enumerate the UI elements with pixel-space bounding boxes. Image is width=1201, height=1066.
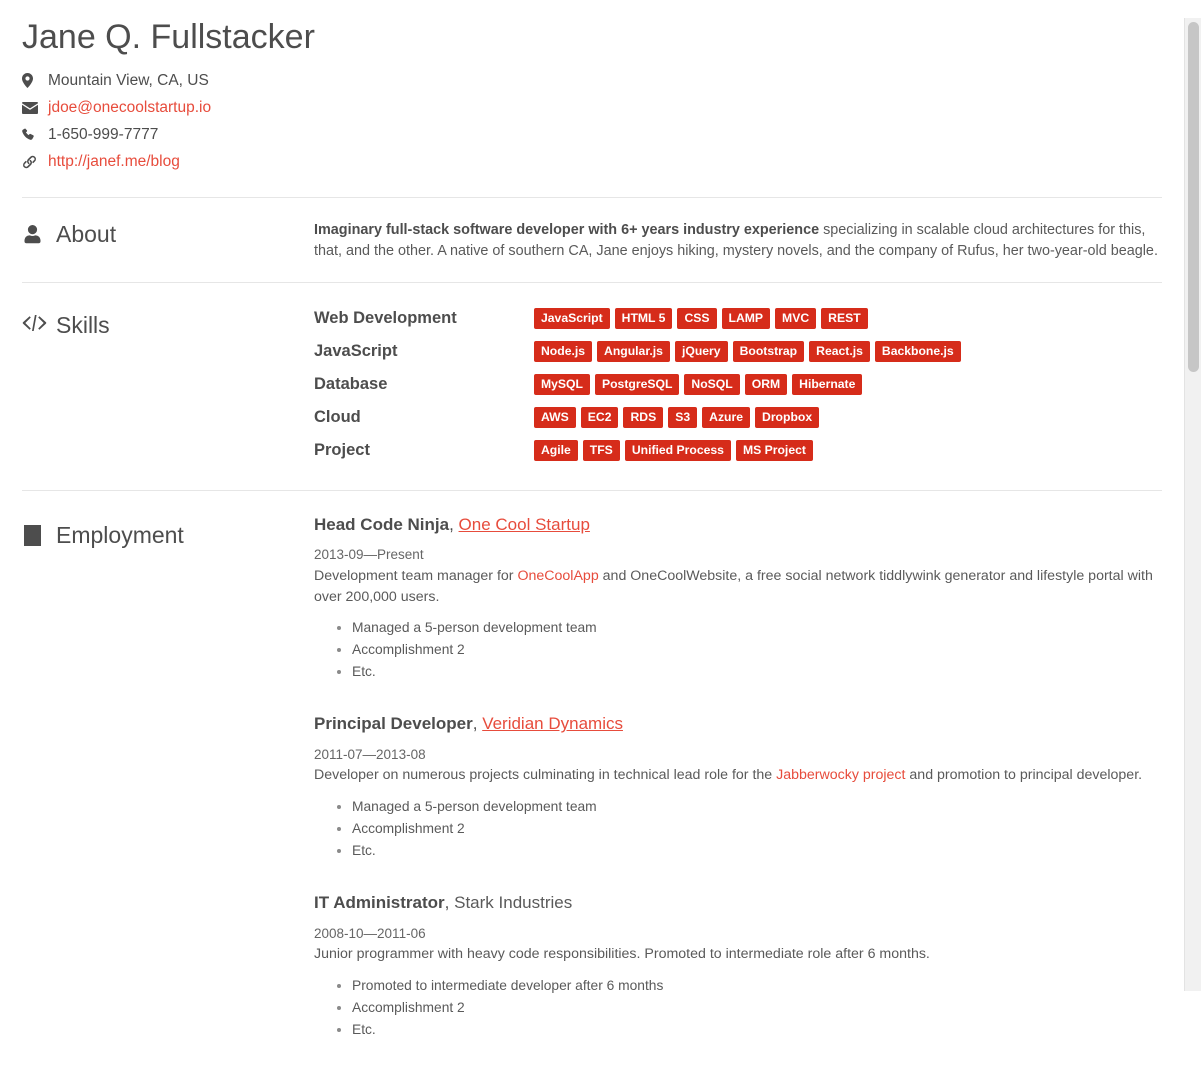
job-separator: , xyxy=(444,892,455,912)
skill-tag: EC2 xyxy=(581,407,619,428)
skill-tag: RDS xyxy=(623,407,663,428)
contact-phone-text: 1-650-999-7777 xyxy=(48,125,159,143)
job-description-link[interactable]: OneCoolApp xyxy=(517,567,599,584)
job-entry xyxy=(314,513,1162,682)
section-skills xyxy=(22,283,1162,490)
job-description-pre: Development team manager for xyxy=(314,567,518,584)
page-scrollbar[interactable] xyxy=(1184,18,1201,991)
job-bullet: • Accomplishment 2 xyxy=(352,998,1162,1018)
job-bullet: • Etc. xyxy=(352,1020,1162,1040)
section-skills-title: Skills xyxy=(56,311,110,338)
skill-tag-group xyxy=(534,371,862,395)
job-role: Head Code Ninja xyxy=(314,514,450,534)
link-icon xyxy=(22,155,48,169)
skill-tag: Backbone.js xyxy=(875,341,961,362)
skill-tag: PostgreSQL xyxy=(595,374,679,395)
contact-email xyxy=(22,94,1162,121)
skill-tag: AWS xyxy=(534,407,576,428)
section-skills-header xyxy=(22,305,314,470)
job-description-post: and promotion to principal developer. xyxy=(905,767,1143,784)
job-role: IT Administrator xyxy=(314,892,445,912)
job-separator: , xyxy=(472,714,483,734)
skill-tag: Dropbox xyxy=(755,407,819,428)
job-entry xyxy=(314,891,1162,1040)
job-dates: 2013-09—Present xyxy=(314,547,424,563)
skill-tag: MVC xyxy=(775,308,816,329)
map-pin-icon xyxy=(22,73,48,88)
skill-tag-group xyxy=(534,404,819,428)
contact-website xyxy=(22,148,1162,175)
skill-tag: NoSQL xyxy=(684,374,739,395)
skill-tag: LAMP xyxy=(722,308,771,329)
job-dates: 2011-07—2013-08 xyxy=(314,746,426,762)
skill-category-label: Web Development xyxy=(314,308,457,327)
job-title xyxy=(314,513,1162,538)
skill-row xyxy=(314,338,1162,365)
skill-tag: REST xyxy=(821,308,868,329)
skill-tag: Azure xyxy=(702,407,750,428)
section-about-title: About xyxy=(56,221,117,247)
skill-tag-group xyxy=(534,437,813,461)
skill-row xyxy=(314,404,1162,431)
contact-location-text: Mountain View, CA, US xyxy=(48,71,209,89)
job-bullets xyxy=(314,618,1162,682)
job-bullet: • Etc. xyxy=(352,662,1162,682)
about-lead: Imaginary full-stack software developer with 6+ years industry experience xyxy=(314,222,820,238)
person-icon xyxy=(22,222,56,245)
website-link[interactable]: http://janef.me/blog xyxy=(48,152,180,170)
job-role: Principal Developer xyxy=(314,714,473,734)
job-organization-link[interactable]: Veridian Dynamics xyxy=(482,714,623,734)
building-icon xyxy=(22,523,56,546)
skill-tag-group xyxy=(534,305,868,329)
job-organization: Stark Industries xyxy=(454,892,573,912)
about-text xyxy=(314,220,1162,262)
section-employment-title: Employment xyxy=(56,521,184,548)
job-bullet: • Promoted to intermediate developer after 6 months xyxy=(352,976,1162,996)
skill-tag: Angular.js xyxy=(597,341,670,362)
job-bullet: • Managed a 5-person development team xyxy=(352,618,1162,638)
job-description-link[interactable]: Jabberwocky project xyxy=(776,767,906,784)
job-description xyxy=(314,765,1162,786)
scrollbar-thumb[interactable] xyxy=(1188,22,1199,372)
about-rest: specializing in scalable cloud architectures for this, that, and the other. A native of southern CA, Jane enjoys hiking, mystery novels, and the company of Rufus, her two-year-old beagle. xyxy=(314,222,1158,259)
job-description-pre: Developer on numerous projects culminating in technical lead role for the xyxy=(314,767,777,784)
job-description xyxy=(314,944,1162,965)
skill-tag: MS Project xyxy=(736,440,813,461)
skill-tag: Agile xyxy=(534,440,578,461)
skill-tag: Unified Process xyxy=(625,440,731,461)
skill-tag: jQuery xyxy=(675,341,728,362)
envelope-icon xyxy=(22,102,48,114)
employment-body xyxy=(314,513,1162,1046)
skill-category-label: JavaScript xyxy=(314,341,398,360)
skill-tag: ORM xyxy=(745,374,787,395)
job-separator: , xyxy=(449,514,459,534)
job-description-pre: Junior programmer with heavy code responsibilities. Promoted to intermediate role after 6 months. xyxy=(314,946,930,963)
job-bullet: • Accomplishment 2 xyxy=(352,819,1162,839)
skill-tag: CSS xyxy=(677,308,716,329)
section-employment-header xyxy=(22,513,314,1046)
skill-row xyxy=(314,437,1162,464)
skill-tag: React.js xyxy=(809,341,870,362)
skill-tag: MySQL xyxy=(534,374,590,395)
skill-category-label: Cloud xyxy=(314,407,361,426)
skill-category-label: Database xyxy=(314,374,388,393)
skill-tag: Bootstrap xyxy=(733,341,805,362)
resume-content xyxy=(0,18,1184,1066)
job-bullet: • Etc. xyxy=(352,841,1162,861)
section-employment xyxy=(22,491,1162,1066)
skill-tag: HTML 5 xyxy=(615,308,673,329)
job-entry xyxy=(314,712,1162,861)
job-description xyxy=(314,566,1162,607)
skill-tag: Hibernate xyxy=(792,374,862,395)
job-description-post: and OneCoolWebsite, a free social network tiddlywink generator and lifestyle portal with over 200,000 users. xyxy=(314,567,1153,605)
contact-phone xyxy=(22,121,1162,148)
skills-body xyxy=(314,305,1162,470)
page-title: Jane Q. Fullstacker xyxy=(22,18,315,56)
code-icon xyxy=(22,313,56,331)
job-bullets xyxy=(314,976,1162,1040)
section-about xyxy=(22,198,1162,282)
skill-tag: TFS xyxy=(583,440,620,461)
skills-grid xyxy=(314,305,1162,464)
job-bullet: • Managed a 5-person development team xyxy=(352,797,1162,817)
job-bullets xyxy=(314,797,1162,861)
contact-list xyxy=(22,67,1162,175)
skill-row xyxy=(314,371,1162,398)
skill-tag: S3 xyxy=(668,407,697,428)
skill-tag: Node.js xyxy=(534,341,592,362)
job-bullet: • Accomplishment 2 xyxy=(352,640,1162,660)
resume-page xyxy=(0,18,1201,1037)
contact-location xyxy=(22,67,1162,94)
section-about-header xyxy=(22,220,314,262)
skill-tag: JavaScript xyxy=(534,308,610,329)
job-organization-link[interactable]: One Cool Startup xyxy=(458,514,590,534)
job-title xyxy=(314,891,1162,916)
phone-icon xyxy=(22,128,48,142)
skill-category-label: Project xyxy=(314,440,370,459)
skill-row xyxy=(314,305,1162,332)
skill-tag-group xyxy=(534,338,961,362)
email-link[interactable]: jdoe@onecoolstartup.io xyxy=(48,98,212,116)
job-title xyxy=(314,712,1162,737)
job-dates: 2008-10—2011-06 xyxy=(314,925,426,941)
